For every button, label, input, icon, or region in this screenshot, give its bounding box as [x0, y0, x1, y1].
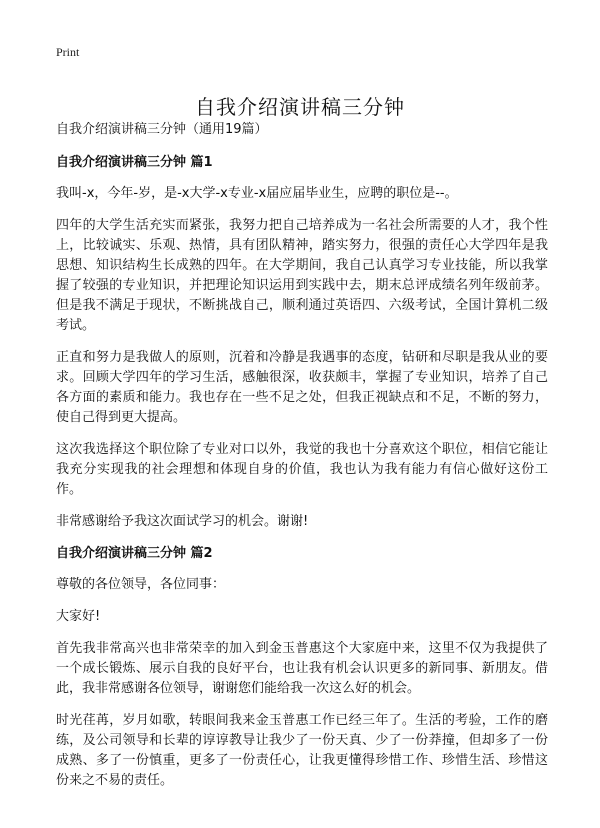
section-heading: 自我介绍演讲稿三分钟 篇1	[56, 155, 213, 170]
paragraph: 大家好!	[56, 609, 101, 624]
paragraph: 首先我非常高兴也非常荣幸的加入到金玉普惠这个大家庭中来，这里不仅为我提供了一个成长锻炼、展示自我的良好平台，也让我有机会认识更多的新同事、新朋友。借此，我非常感谢各位领导，谢谢您们能给我一次这么好的机会。	[56, 641, 548, 696]
section-1	[56, 153, 548, 532]
section-heading: 自我介绍演讲稿三分钟 篇2	[56, 546, 213, 561]
paragraph: 尊敬的各位领导，各位同事：	[56, 577, 226, 592]
paragraph: 非常感谢给予我这次面试学习的机会。谢谢!	[56, 514, 309, 529]
paragraph: 这次我选择这个职位除了专业对口以外，我觉的我也十分喜欢这个职位，相信它能让我充分实现我的社会理想和体现自身的价值，我也认为我有能力有信心做好这份工作。	[56, 442, 548, 497]
paragraph: 正直和努力是我做人的原则，沉着和冷静是我遇事的态度，钻研和尽职是我从业的要求。回顾大学四年的学习生活，感触很深，收获颇丰，掌握了专业知识，培养了自己各方面的素质和能力。我也存在一些不足之处，但我正视缺点和不足，不断的努力，使自己得到更大提高。	[56, 350, 548, 425]
paragraph: 我叫-x，今年-岁，是-x大学-x专业-x届应届毕业生，应聘的职位是--。	[56, 186, 458, 201]
page-title: 自我介绍演讲稿三分钟	[195, 95, 405, 120]
document-subtitle: 自我介绍演讲稿三分钟（通用19篇）	[56, 122, 268, 137]
print-link[interactable]: Print	[56, 45, 80, 59]
section-2	[56, 544, 548, 791]
paragraph: 时光荏苒，岁月如歌，转眼间我来金玉普惠工作已经三年了。生活的考验，工作的磨练，及公司领导和长辈的谆谆教导让我少了一份天真、少了一份莽撞，但却多了一份成熟、多了一份慎重，更多了一份责任心，让我更懂得珍惜工作、珍惜生活、珍惜这份来之不易的责任。	[56, 713, 548, 788]
paragraph: 四年的大学生活充实而紧张，我努力把自己培养成为一名社会所需要的人才，我个性上，比较诚实、乐观、热情，具有团队精神，踏实努力，很强的责任心大学四年是我思想、知识结构生长成熟的四年。在大学期间，我自己认真学习专业技能，所以我掌握了较强的专业知识，并把理论知识运用到实践中去，期末总评成绩名列年级前茅。但是我不满足于现状，不断挑战自己，顺利通过英语四、六级考试，全国计算机二级考试。	[56, 218, 548, 333]
document-body	[56, 120, 548, 803]
